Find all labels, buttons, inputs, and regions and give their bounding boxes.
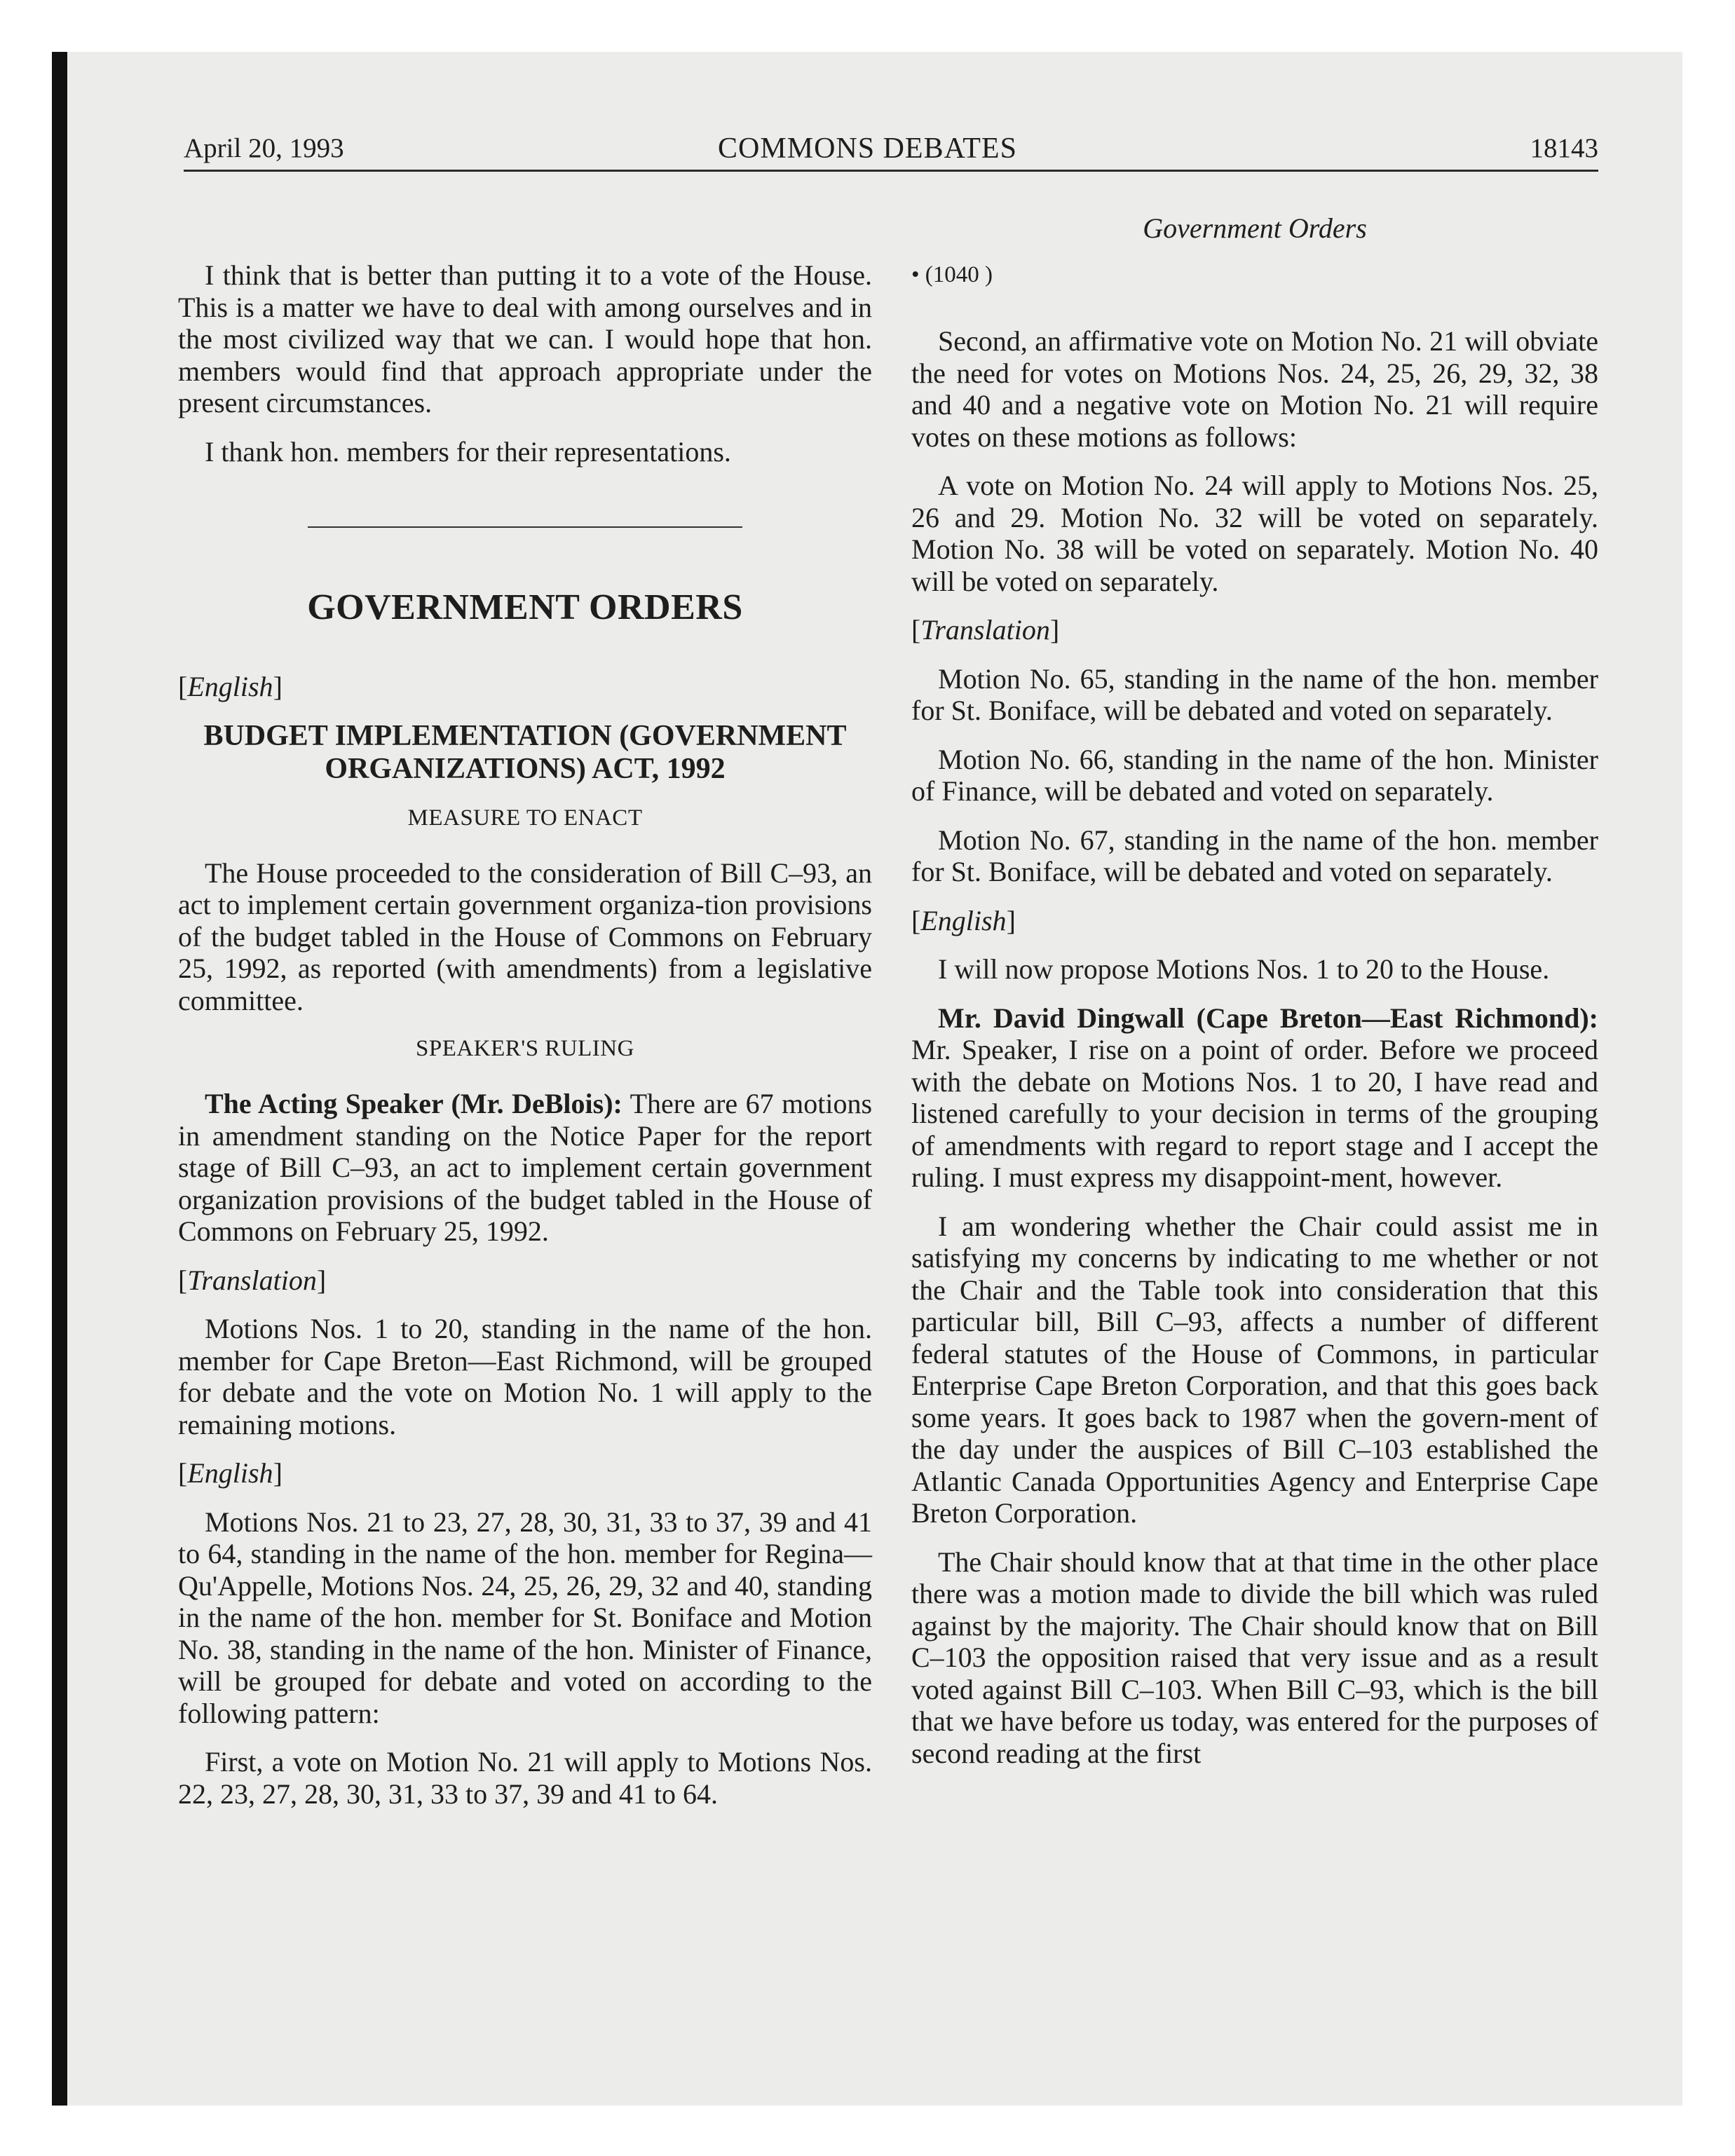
left-column bbox=[178, 259, 872, 1827]
language-marker: [Translation] bbox=[911, 614, 1060, 646]
language-marker: [English] bbox=[911, 904, 1016, 936]
paragraph: First, a vote on Motion No. 21 will apply to Motions Nos. 22, 23, 27, 28, 30, 31, 33 to 37, 39 and 41 to 64. bbox=[178, 1746, 872, 1810]
section-divider bbox=[308, 526, 742, 528]
paragraph: Second, an affirmative vote on Motion No. 21 will obviate the need for votes on Motions Nos. 24, 25, 26, 29, 32, 38 and 40 and a negative vote on Motion No. 21 will require votes on these motions as follows: bbox=[911, 325, 1598, 453]
header-publication: COMMONS DEBATES bbox=[718, 132, 1017, 165]
header-rule bbox=[184, 170, 1598, 172]
paragraph: I thank hon. members for their representations. bbox=[205, 435, 731, 468]
paragraph: Motion No. 66, standing in the name of the hon. Minister of Finance, will be debated and voted on separately. bbox=[911, 743, 1598, 807]
binding-edge bbox=[52, 52, 67, 2106]
section-heading: GOVERNMENT ORDERS bbox=[307, 587, 743, 627]
paragraph: Motion No. 67, standing in the name of the hon. member for St. Boniface, will be debated and voted on separately. bbox=[911, 824, 1598, 887]
ruling-heading: SPEAKER'S RULING bbox=[416, 1036, 634, 1061]
paragraph: A vote on Motion No. 24 will apply to Motions Nos. 25, 26 and 29. Motion No. 32 will be voted on separately. Motion No. 38 will be voted on separately. Motion No. 40 will be voted on separately. bbox=[911, 470, 1598, 597]
header-page-number: 18143 bbox=[1530, 133, 1598, 163]
bill-title: BUDGET IMPLEMENTATION (GOVERNMENT ORGANIZATIONS) ACT, 1992 bbox=[203, 719, 847, 785]
paragraph: Motion No. 65, standing in the name of the hon. member for St. Boniface, will be debated and voted on separately. bbox=[911, 662, 1598, 726]
running-title: Government Orders bbox=[1143, 212, 1367, 244]
paragraph: Motions Nos. 1 to 20, standing in the name of the hon. member for Cape Breton—East Richmond, will be grouped for debate and the vote on Motion No. 1 will apply to the remaining motions. bbox=[178, 1313, 872, 1440]
header-date: April 20, 1993 bbox=[184, 133, 344, 163]
speaker-paragraph: The Acting Speaker (Mr. DeBlois): There are 67 motions in amendment standing on the Notice Paper for the report stage of Bill C–93, an act to implement certain government organization provisions of the budget tabled in the House of Commons on February 25, 1992. bbox=[178, 1088, 873, 1247]
paragraph: Motions Nos. 21 to 23, 27, 28, 30, 31, 33 to 37, 39 and 41 to 64, standing in the name of the hon. member for Regina—Qu'Appelle, Motions Nos. 24, 25, 26, 29, 32 and 40, standing in the name of the hon. member for St. Boniface and Motion No. 38, standing in the name of the hon. Minister of Finance, will be grouped for debate and voted on according to the following pattern: bbox=[178, 1506, 872, 1729]
paragraph: I think that is better than putting it to a vote of the House. This is a matter we have to deal with among ourselves and in the most civilized way that we can. I would hope that hon. members would find that approach appropriate under the present circumstances. bbox=[178, 259, 872, 418]
paragraph: The House proceeded to the consideration of Bill C–93, an act to implement certain government organiza-tion provisions of the budget tabled in the House of Commons on February 25, 1992, as reported (with amendments) from a legislative committee. bbox=[178, 857, 872, 1016]
time-marker: • (1040 ) bbox=[911, 262, 993, 287]
speaker-name: The Acting Speaker (Mr. DeBlois): bbox=[205, 1088, 622, 1119]
language-marker: [English] bbox=[178, 671, 283, 702]
measure-heading: MEASURE TO ENACT bbox=[407, 805, 643, 831]
language-marker: [English] bbox=[178, 1457, 283, 1489]
speaker-name: Mr. David Dingwall (Cape Breton—East Richmond): bbox=[938, 1002, 1598, 1034]
paragraph: I will now propose Motions Nos. 1 to 20 to the House. bbox=[938, 953, 1550, 985]
language-marker: [Translation] bbox=[178, 1264, 327, 1296]
paragraph: I am wondering whether the Chair could assist me in satisfying my concerns by indicating to me whether or not the Chair and the Table took into consideration that this particular bill, Bill C–93, affects a number of different federal statutes of the House of Commons, in particular Enterprise Cape Breton Corporation, and that this goes back some years. It goes back to 1987 when the govern-ment of the day under the auspices of Bill C–103 established the Atlantic Canada Opportunities Agency and Enterprise Cape Breton Corporation. bbox=[911, 1210, 1598, 1529]
paragraph: The Chair should know that at that time in the other place there was a motion made to divide the bill which was ruled against by the majority. The Chair should know that on Bill C–103 the opposition raised that very issue and as a result voted against Bill C–103. When Bill C–93, which is the bill that we have before us today, was entered for the purposes of second reading at the first bbox=[911, 1546, 1598, 1769]
speaker-paragraph: Mr. David Dingwall (Cape Breton—East Richmond): Mr. Speaker, I rise on a point of order. Before we proceed with the debate on Motions Nos. 1 to 20, I have read and listened carefully to your decision in terms of the grouping of amendments with regard to report stage and I accept the ruling. I must express my disappoint-ment, however. bbox=[911, 1002, 1598, 1193]
right-column bbox=[911, 259, 1598, 1786]
